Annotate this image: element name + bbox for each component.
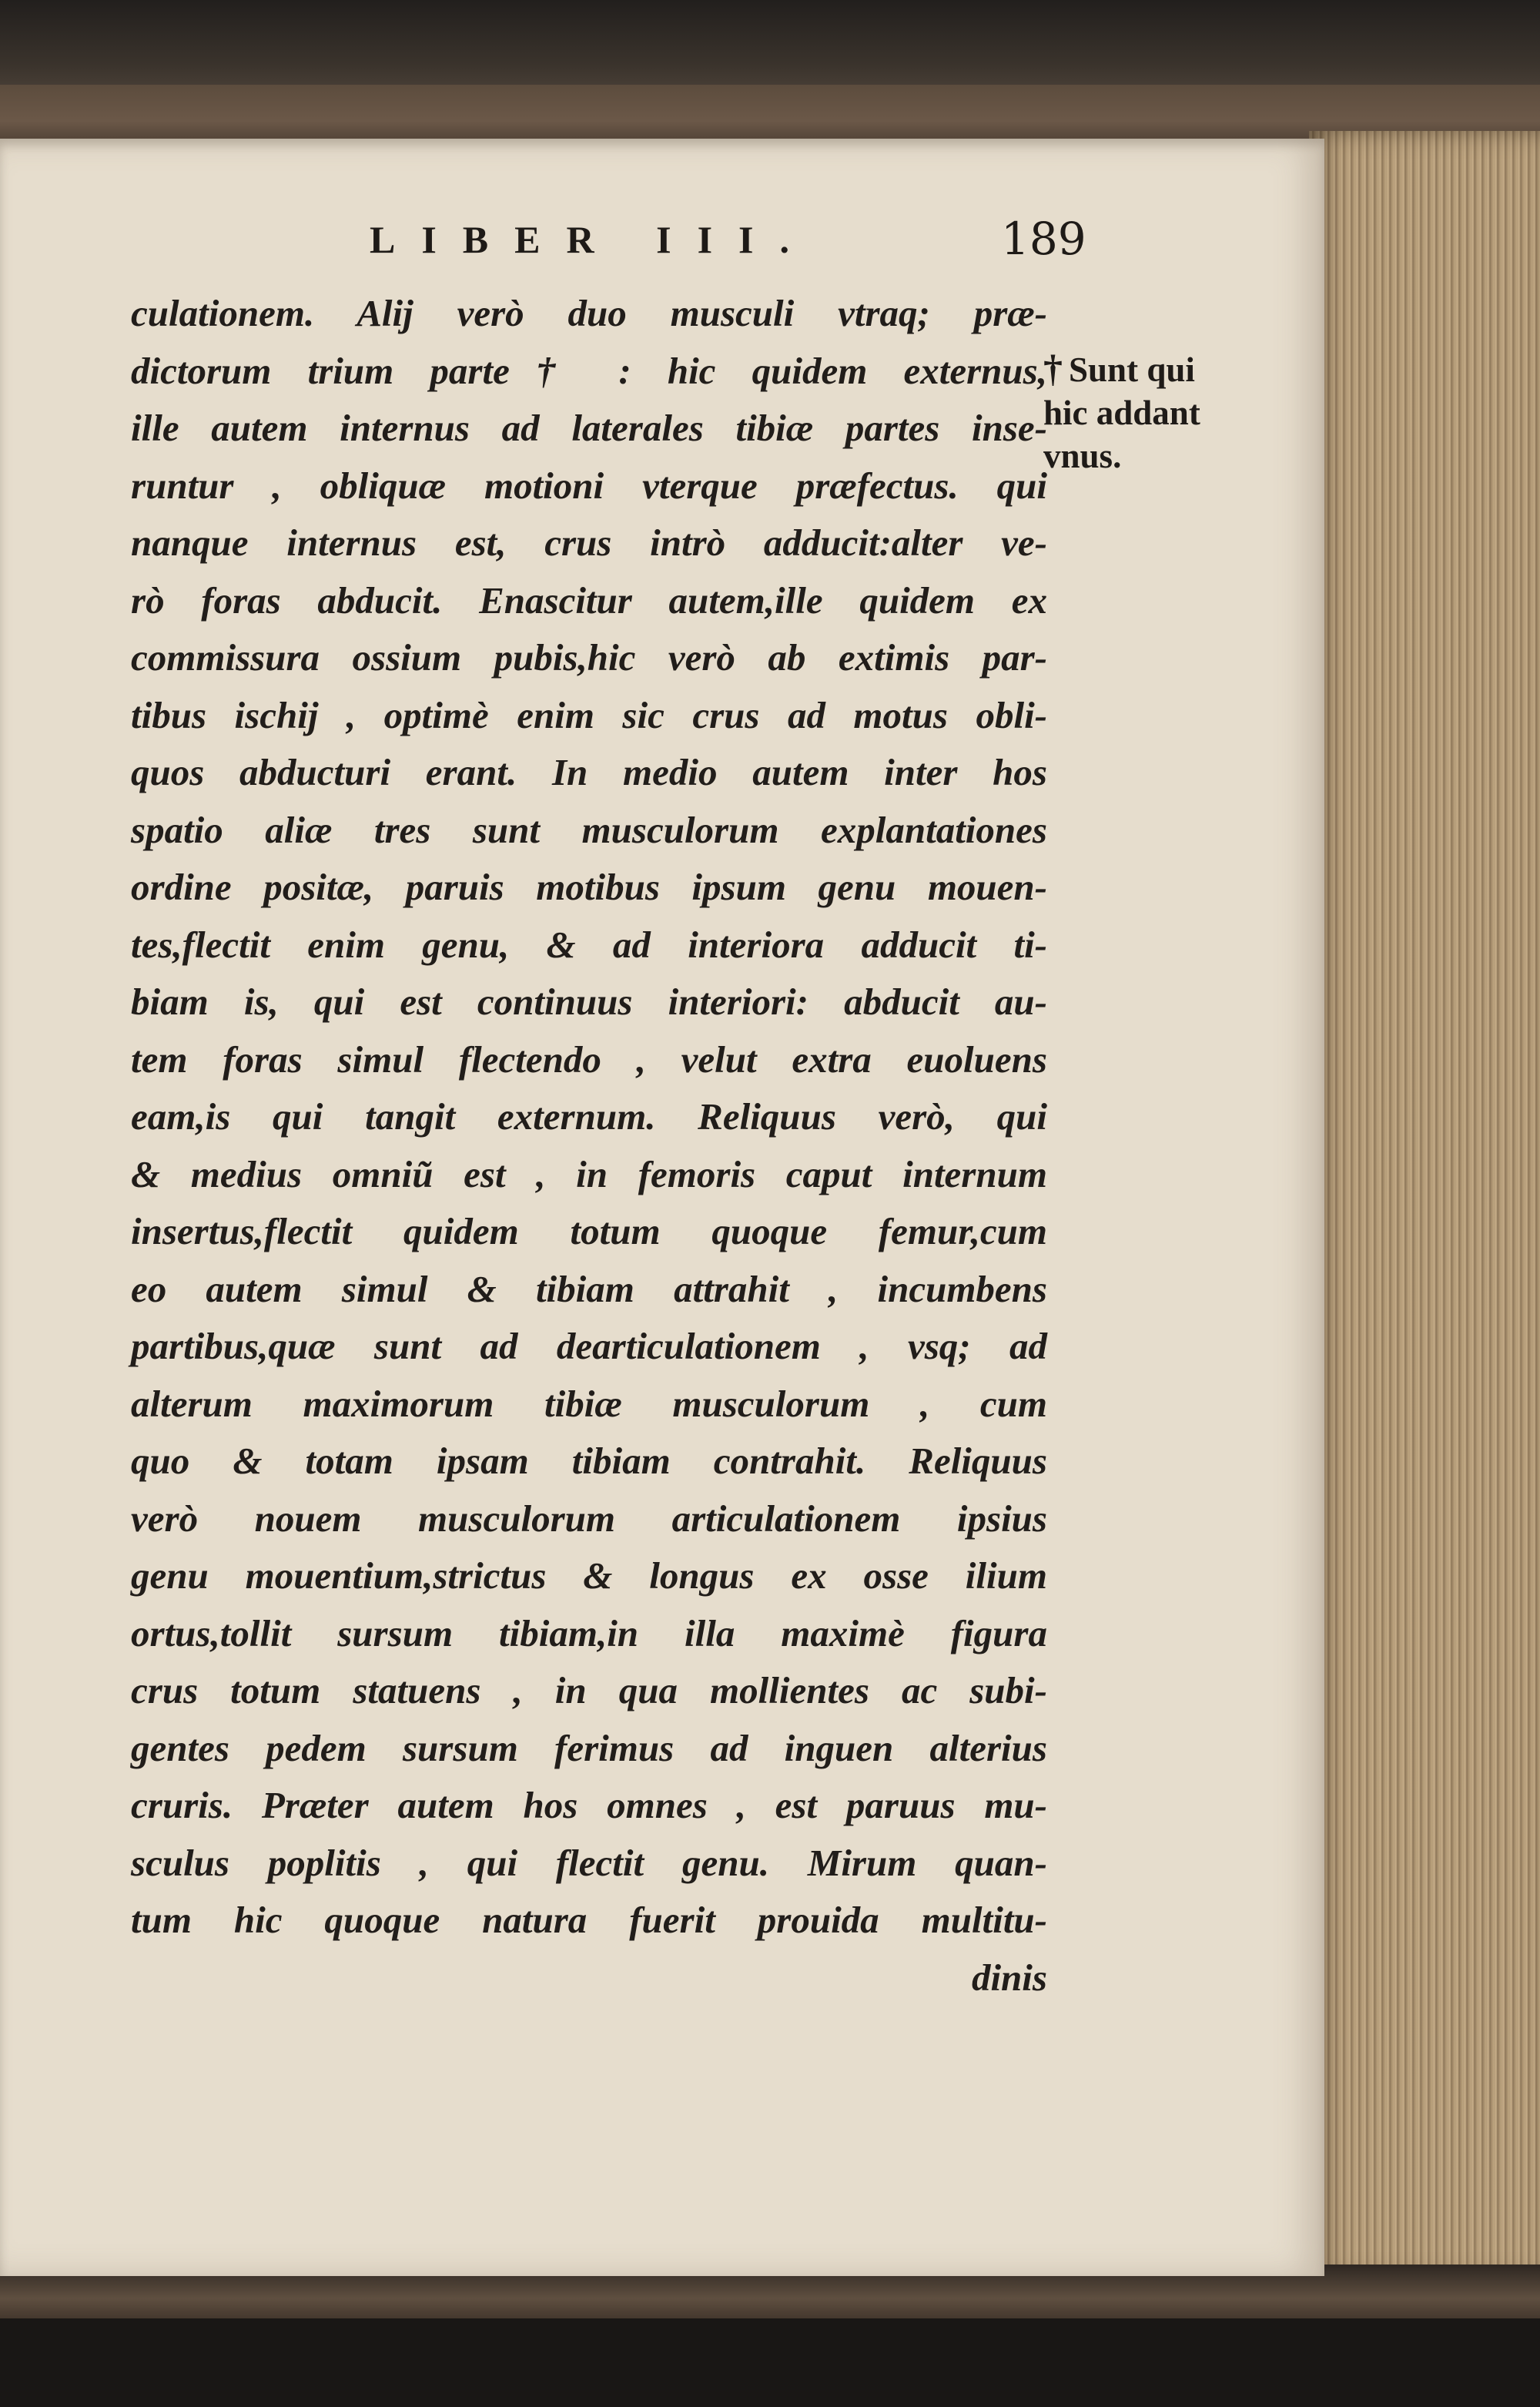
text-line: cruris. Præter autem hos omnes , est paruus mu- [131,1784,1047,1826]
page-number: 189 [1001,213,1086,265]
text-line: nanque internus est, crus intrò adducit:alter ve- [131,521,1047,564]
dagger-mark: † [1043,347,1063,390]
text-line: sculus poplitis , qui flectit genu. Mirum quan- [131,1841,1047,1884]
text-line: runtur , obliquæ motioni vterque præfectus. qui [131,464,1047,507]
text-line: alterum maximorum tibiæ musculorum , cum [131,1382,1047,1425]
text-line: ortus,tollit sursum tibiam,in illa maximè figura [131,1611,1047,1654]
text-line: ordine positæ, paruis motibus ipsum genu mouen- [131,866,1047,908]
margin-note-line: hic addant [1043,394,1200,432]
text-line: tes,flectit enim genu, & ad interiora adducit ti- [131,923,1047,966]
body-text [131,285,1047,2006]
text-line: tibus ischij , optimè enim sic crus ad motus obli- [131,693,1047,736]
text-line: genu mouentium,strictus & longus ex osse ilium [131,1554,1047,1597]
text-line: eo autem simul & tibiam attrahit , incumbens [131,1267,1047,1310]
text-line: gentes pedem sursum ferimus ad inguen alterius [131,1726,1047,1769]
text-line: & medius omniũ est , in femoris caput internum [131,1152,1047,1195]
catchword: dinis [971,1956,1047,1999]
text-line: eam,is qui tangit externum. Reliquus verò, qui [131,1095,1047,1138]
text-line: biam is, qui est continuus interiori: abducit au- [131,981,1047,1023]
text-line: verò nouem musculorum articulationem ipsius [131,1497,1047,1540]
text-line: quo & totam ipsam tibiam contrahit. Reliquus [131,1440,1047,1482]
page-edges [1309,131,1540,2280]
margin-note-line: vnus. [1043,437,1122,475]
text-line: quos abducturi erant. In medio autem inter hos [131,751,1047,793]
text-line: crus totum statuens , in qua mollientes ac subi- [131,1669,1047,1711]
text-line: tem foras simul flectendo , velut extra euoluens [131,1038,1047,1081]
text-line: culationem. Alij verò duo musculi vtraq; præ- [131,292,1047,334]
text-line: insertus,flectit quidem totum quoque femur,cum [131,1210,1047,1252]
text-line: dictorum trium parte† : hic quidem externus, [131,349,1047,392]
background-top [0,0,1540,92]
text-line: partibus,quæ sunt ad dearticulationem , vsq; ad [131,1325,1047,1367]
margin-note [1043,347,1236,478]
text-line: spatio aliæ tres sunt musculorum explantationes [131,808,1047,851]
text-line: tum hic quoque natura fuerit prouida multitu- [131,1899,1047,1941]
text-line: rò foras abducit. Enascitur autem,ille quidem ex [131,578,1047,622]
text-line: commissura ossium pubis,hic verò ab extimis par- [131,636,1047,679]
text-line: ille autem internus ad laterales tibiæ partes inse- [131,407,1047,449]
page-header [370,213,1086,265]
background-bottom [0,2318,1540,2407]
running-title: LIBER III. [370,218,815,261]
margin-note-line: Sunt qui [1069,350,1195,389]
